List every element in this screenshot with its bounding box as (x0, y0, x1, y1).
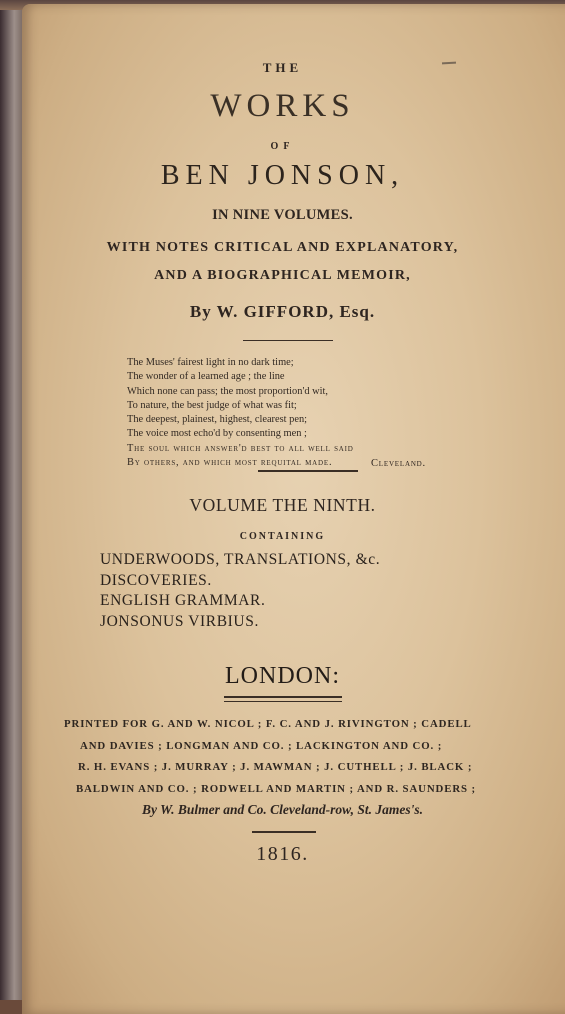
title-works: WORKS (210, 88, 355, 124)
contents-list (100, 550, 380, 632)
epigraph-line: The voice most echo'd by consenting men ; (127, 428, 307, 440)
divider-rule (258, 470, 358, 472)
epigraph-line: To nature, the best judge of what was fit; (127, 399, 297, 411)
memoir-line: AND A BIOGRAPHICAL MEMOIR, (154, 268, 411, 283)
epigraph-caps-line: By others, and which most requital made. (127, 457, 333, 469)
contents-item: JONSONUS VIRBIUS. (100, 612, 259, 630)
epigraph-attribution: Cleveland. (371, 458, 426, 469)
epigraph-line: The wonder of a learned age ; the line (127, 371, 285, 383)
printers-line: PRINTED FOR G. AND W. NICOL ; F. C. AND J. RIVINGTON ; CADELL (64, 718, 472, 730)
epigraph-line: The deepest, plainest, highest, clearest pen; (127, 414, 308, 426)
editor-line: By W. GIFFORD, Esq. (189, 302, 376, 321)
epigraph-line: Which none can pass; the most proportion'd wit, (127, 385, 328, 397)
printers-line: R. H. EVANS ; J. MURRAY ; J. MAWMAN ; J. CUTHELL ; J. BLACK ; (78, 761, 473, 773)
contents-item: DISCOVERIES. (100, 571, 212, 589)
notes-line: WITH NOTES CRITICAL AND EXPLANATORY, (106, 240, 459, 255)
double-rule (224, 696, 342, 698)
divider-rule (243, 340, 333, 341)
contents-item: UNDERWOODS, TRANSLATIONS, &c. (100, 551, 381, 568)
title-the: THE (262, 60, 303, 75)
title-of: OF (270, 141, 295, 152)
divider-rule (252, 831, 316, 833)
printers-line: BALDWIN AND CO. ; RODWELL AND MARTIN ; AND R. SAUNDERS ; (76, 782, 477, 795)
publication-year: 1816. (256, 843, 309, 865)
double-rule-thin (224, 701, 342, 702)
printers-line: AND DAVIES ; LONGMAN AND CO. ; LACKINGTON AND CO. ; (80, 739, 443, 752)
title-author: BEN JONSON, (160, 160, 405, 191)
contents-item: ENGLISH GRAMMAR. (100, 592, 266, 609)
printers-list (64, 714, 514, 800)
volume-label: VOLUME THE NINTH. (189, 495, 376, 515)
volumes-line: IN NINE VOLUMES. (212, 207, 353, 223)
imprint-city: LONDON: (225, 663, 340, 689)
epigraph-caps-line: The soul which answer'd best to all well said (127, 442, 354, 454)
printer-line: By W. Bulmer and Co. Cleveland-row, St. James's. (141, 802, 424, 817)
epigraph (127, 356, 354, 470)
epigraph-line: The Muses' fairest light in no dark time; (127, 357, 294, 368)
containing-label: CONTAINING (239, 531, 326, 542)
